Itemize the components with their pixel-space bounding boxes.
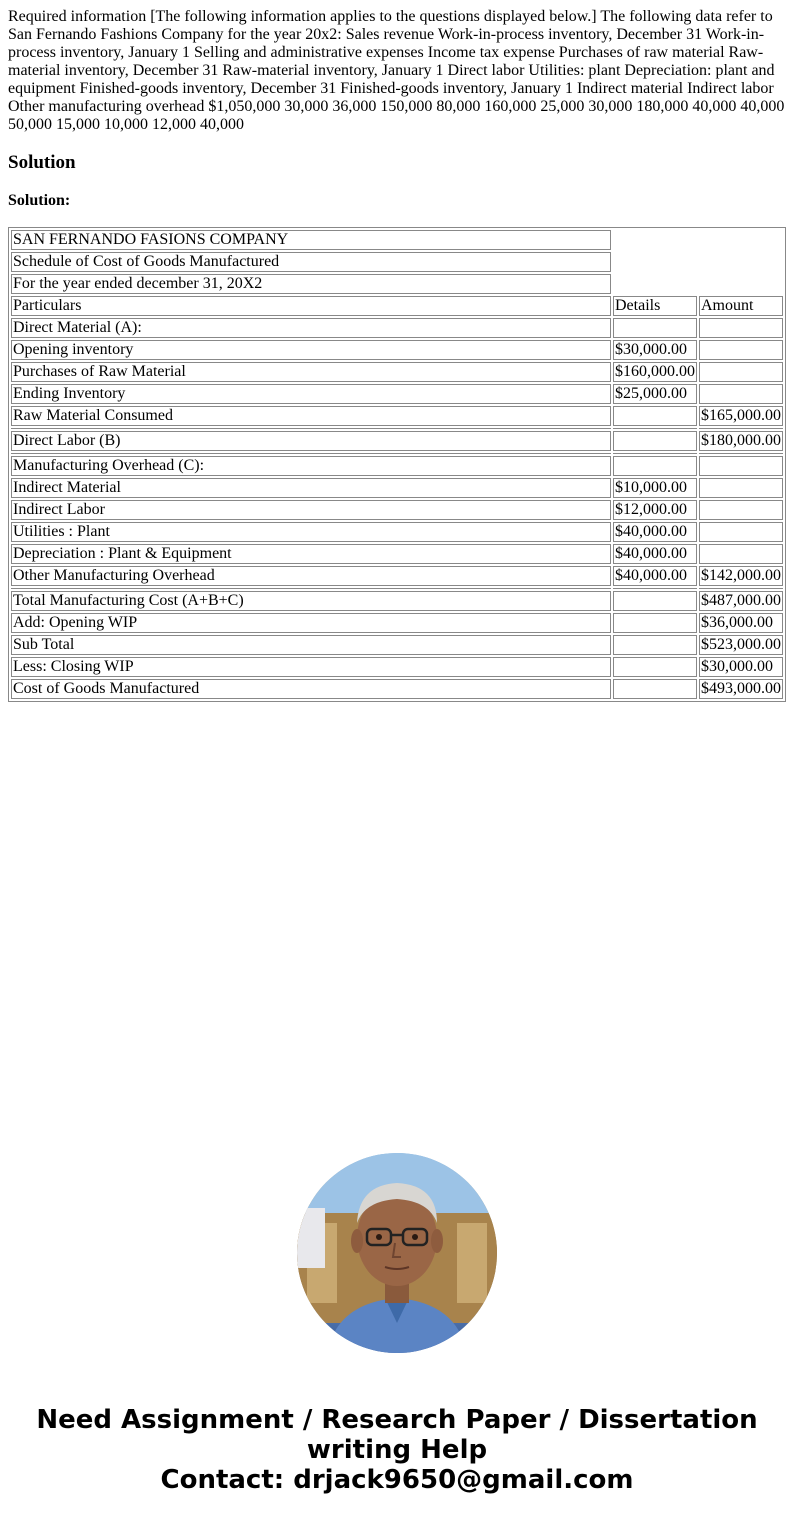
amount-cell (699, 384, 783, 404)
details-cell (613, 456, 697, 476)
amount-cell: $30,000.00 (699, 657, 783, 677)
table-row (11, 500, 783, 520)
particulars-cell: Ending Inventory (11, 384, 611, 404)
details-cell (613, 635, 697, 655)
table-row (11, 544, 783, 564)
table-row (11, 230, 783, 250)
table-row (11, 384, 783, 404)
particulars-cell: Direct Material (A): (11, 318, 611, 338)
details-cell: $30,000.00 (613, 340, 697, 360)
column-header-details: Details (613, 296, 697, 316)
details-cell: $25,000.00 (613, 384, 697, 404)
column-header-particulars: Particulars (11, 296, 611, 316)
particulars-cell: Direct Labor (B) (11, 431, 611, 451)
amount-cell: $493,000.00 (701, 680, 781, 697)
particulars-cell: Indirect Material (11, 478, 611, 498)
particulars-cell: Utilities : Plant (11, 522, 611, 542)
amount-cell: $165,000.00 (701, 407, 781, 424)
table-row (11, 657, 783, 677)
amount-cell: $487,000.00 (701, 592, 781, 609)
particulars-cell: Sub Total (11, 635, 611, 655)
table-row (11, 362, 783, 382)
column-header-amount: Amount (699, 296, 783, 316)
author-avatar (297, 1153, 497, 1353)
solution-label: Solution: (8, 192, 71, 209)
table-row (11, 522, 783, 542)
details-cell (613, 657, 697, 677)
promo-contact-line: Contact: drjack9650@gmail.com (160, 1465, 634, 1495)
particulars-cell: Other Manufacturing Overhead (11, 566, 611, 586)
promo-line-1: Need Assignment / Research Paper / Dissertation (36, 1405, 758, 1435)
table-row (11, 635, 783, 655)
particulars-cell: Cost of Goods Manufactured (11, 679, 611, 699)
details-cell (613, 318, 697, 338)
table-row (11, 406, 783, 426)
amount-cell: $523,000.00 (701, 636, 781, 653)
particulars-cell: Indirect Labor (11, 500, 611, 520)
amount-cell (699, 500, 783, 520)
separator-row (11, 428, 783, 429)
amount-cell: $142,000.00 (701, 567, 781, 584)
details-cell (613, 431, 697, 451)
schedule-title-cell: Schedule of Cost of Goods Manufactured (11, 252, 611, 272)
promo-footer (0, 1405, 794, 1495)
cost-of-goods-schedule-table (8, 227, 786, 702)
particulars-cell: Add: Opening WIP (11, 613, 611, 633)
amount-cell: $180,000.00 (701, 432, 781, 449)
amount-cell (699, 522, 783, 542)
table-row (11, 613, 783, 633)
details-cell: $40,000.00 (613, 566, 697, 586)
solution-heading: Solution (8, 152, 76, 173)
company-name-cell: SAN FERNANDO FASIONS COMPANY (11, 230, 611, 250)
details-cell (613, 613, 697, 633)
amount-cell (699, 318, 783, 338)
promo-line-2: writing Help (306, 1435, 488, 1465)
particulars-cell: Total Manufacturing Cost (A+B+C) (11, 591, 611, 611)
schedule-table-wrapper (8, 227, 786, 702)
amount-cell (699, 362, 783, 382)
amount-cell (699, 544, 783, 564)
table-row (11, 431, 783, 451)
table-row (11, 456, 783, 476)
period-cell: For the year ended december 31, 20X2 (11, 274, 611, 294)
details-cell: $160,000.00 (615, 363, 695, 380)
table-header-row (11, 296, 783, 316)
person-photo-icon (297, 1153, 497, 1353)
table-row (11, 679, 783, 699)
details-cell: $10,000.00 (613, 478, 697, 498)
details-cell (613, 406, 697, 426)
details-cell (613, 679, 697, 699)
details-cell: $12,000.00 (613, 500, 697, 520)
particulars-cell: Raw Material Consumed (11, 406, 611, 426)
table-row (11, 566, 783, 586)
separator-row (11, 588, 783, 589)
amount-cell (699, 456, 783, 476)
separator-row (11, 453, 783, 454)
table-row (11, 340, 783, 360)
problem-statement: Required information [The following information applies to the questions displayed below.] The following data refer to San Fernando Fashions Company for the year 20x2: Sales revenue Work-in-process inventory, December 31 Work-in-process inventory, January 1 Selling and administrative expenses Income tax expense Purchases of raw material Raw-material inventory, December 31 Raw-material inventory, January 1 Direct labor Utilities: plant Depreciation: plant and equipment Finished-goods inventory, December 31 Finished-goods inventory, January 1 Indirect material Indirect labor Other manufacturing overhead $1,050,000 30,000 36,000 150,000 80,000 160,000 25,000 30,000 180,000 40,000 40,000 50,000 15,000 10,000 12,000 40,000 (8, 8, 785, 133)
table-row (11, 478, 783, 498)
table-row (11, 318, 783, 338)
details-cell: $40,000.00 (613, 522, 697, 542)
particulars-cell: Less: Closing WIP (11, 657, 611, 677)
amount-cell (699, 478, 783, 498)
details-cell: $40,000.00 (613, 544, 697, 564)
particulars-cell: Depreciation : Plant & Equipment (11, 544, 611, 564)
details-cell (613, 591, 697, 611)
particulars-cell: Manufacturing Overhead (C): (11, 456, 611, 476)
table-row (11, 591, 783, 611)
amount-cell (699, 340, 783, 360)
particulars-cell: Opening inventory (11, 340, 611, 360)
particulars-cell: Purchases of Raw Material (11, 362, 611, 382)
amount-cell: $36,000.00 (699, 613, 783, 633)
